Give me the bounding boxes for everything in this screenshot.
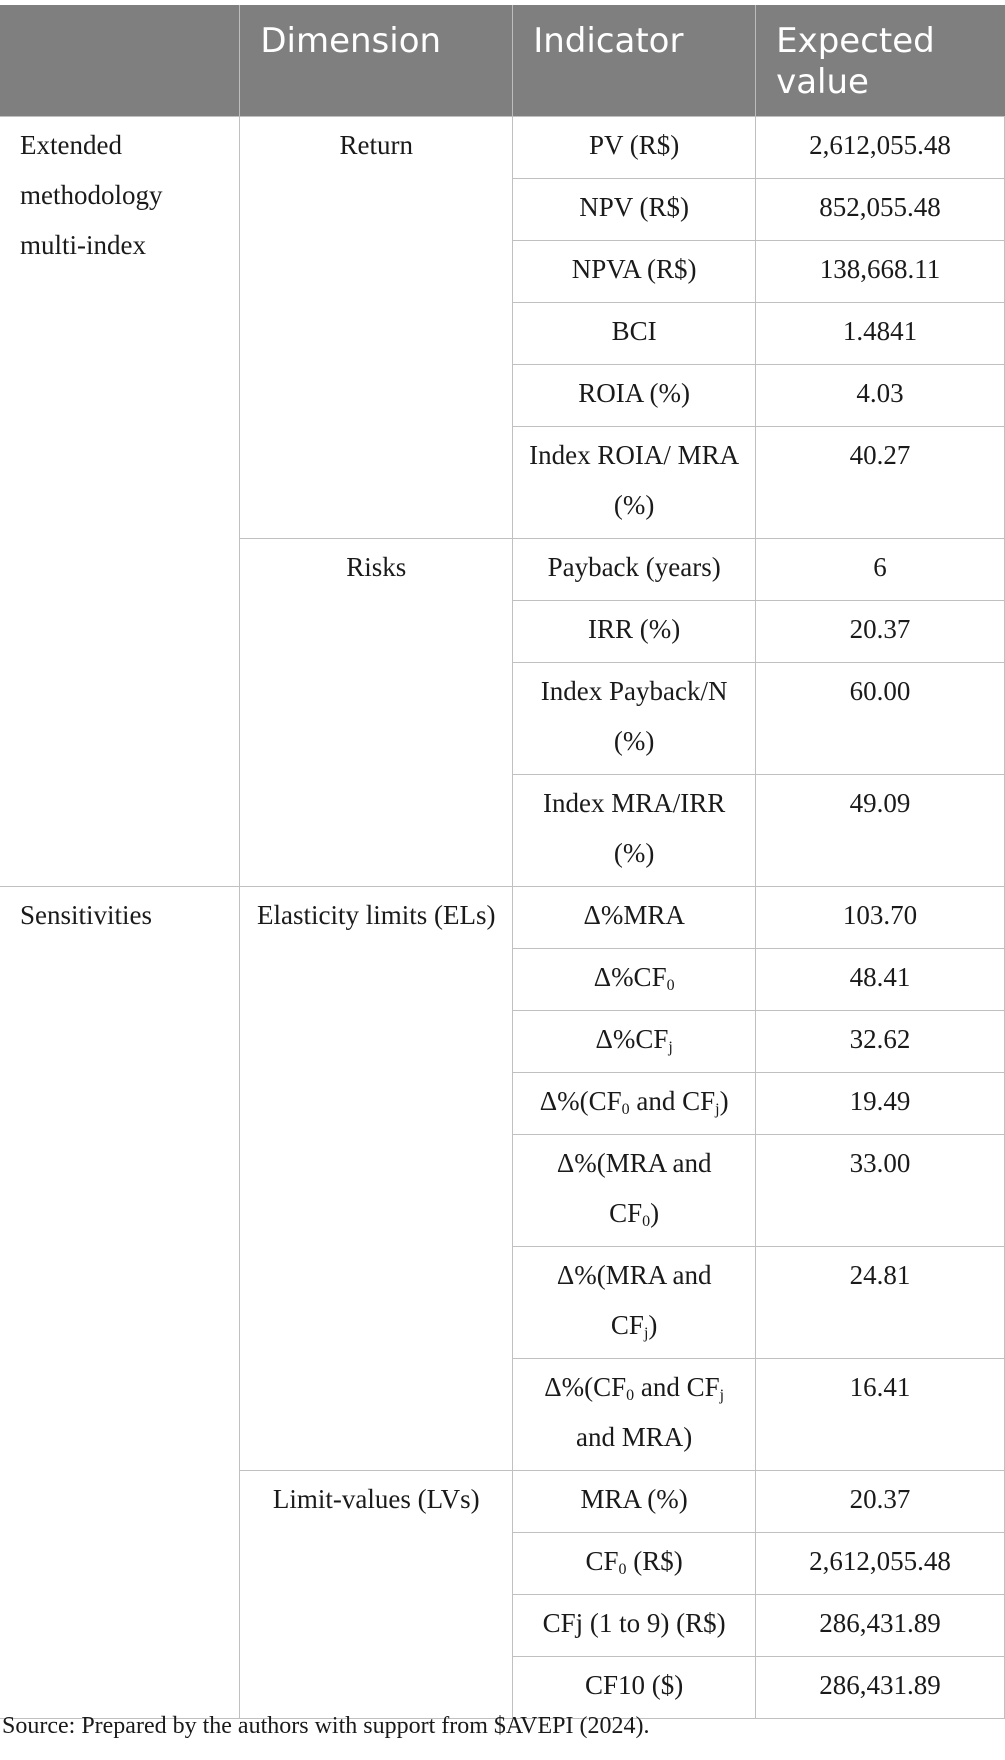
indicator-cell: Δ%(MRA and $CF_0$) [513, 1135, 756, 1247]
indicator-cell: NPVA (R$) [513, 241, 756, 303]
indicator-cell: Index MRA/IRR (%) [513, 775, 756, 887]
indicator-cell: NPV (R$) [513, 179, 756, 241]
value-cell: 4.03 [756, 365, 1005, 427]
indicator-cell: IRR (%) [513, 601, 756, 663]
dimension-cell: Elasticity limits (ELs) [240, 887, 513, 1471]
header-group [0, 5, 240, 117]
header-dimension: Dimension [240, 5, 513, 117]
value-cell: 103.70 [756, 887, 1005, 949]
header-expected-value: Expected value [756, 5, 1005, 117]
source-note: Source: Prepared by the authors with support from $AVEPI (2024). [2, 1713, 650, 1739]
indicator-cell: Index ROIA/ MRA (%) [513, 427, 756, 539]
value-cell: 49.09 [756, 775, 1005, 887]
group-cell: Extended methodology multi-index [0, 117, 240, 887]
indicator-cell: ROIA (%) [513, 365, 756, 427]
indicator-cell: $\Delta\%CF_j$ [513, 1011, 756, 1073]
indicator-cell: $\Delta\%CF_0$ [513, 949, 756, 1011]
value-cell: 138,668.11 [756, 241, 1005, 303]
table-row [0, 887, 1005, 949]
dimension-cell: Return [240, 117, 513, 539]
value-cell: 2,612,055.48 [756, 117, 1005, 179]
table-header-row [0, 5, 1005, 117]
value-cell: 40.27 [756, 427, 1005, 539]
table-body [0, 117, 1005, 1719]
indicator-cell: BCI [513, 303, 756, 365]
indicator-cell: Δ%(MRA and $CF_j$) [513, 1247, 756, 1359]
table-row [0, 117, 1005, 179]
indicator-cell: CFj (1 to 9) (R$) [513, 1595, 756, 1657]
value-cell: 19.49 [756, 1073, 1005, 1135]
indicator-cell: Index Payback/N (%) [513, 663, 756, 775]
group-cell: Sensitivities [0, 887, 240, 1719]
indicator-cell: $CF_0$ (R$) [513, 1533, 756, 1595]
value-cell: 286,431.89 [756, 1657, 1005, 1719]
value-cell: 852,055.48 [756, 179, 1005, 241]
value-cell: 2,612,055.48 [756, 1533, 1005, 1595]
indicator-cell: $\Delta\%(CF_0$ and $CF_j$) [513, 1073, 756, 1135]
indicator-cell: Δ%MRA [513, 887, 756, 949]
indicator-cell: PV (R$) [513, 117, 756, 179]
value-cell: 32.62 [756, 1011, 1005, 1073]
value-cell: 16.41 [756, 1359, 1005, 1471]
indicator-cell: Payback (years) [513, 539, 756, 601]
results-table [0, 5, 1005, 1719]
value-cell: 33.00 [756, 1135, 1005, 1247]
value-cell: 20.37 [756, 601, 1005, 663]
header-indicator: Indicator [513, 5, 756, 117]
indicator-cell: MRA (%) [513, 1471, 756, 1533]
value-cell: 20.37 [756, 1471, 1005, 1533]
value-cell: 286,431.89 [756, 1595, 1005, 1657]
indicator-cell: $\Delta\%(CF_0$ and $CF_j$ and MRA) [513, 1359, 756, 1471]
value-cell: 24.81 [756, 1247, 1005, 1359]
dimension-cell: Limit-values (LVs) [240, 1471, 513, 1719]
value-cell: 60.00 [756, 663, 1005, 775]
dimension-cell: Risks [240, 539, 513, 887]
value-cell: 6 [756, 539, 1005, 601]
value-cell: 1.4841 [756, 303, 1005, 365]
value-cell: 48.41 [756, 949, 1005, 1011]
indicator-cell: CF10 ($) [513, 1657, 756, 1719]
